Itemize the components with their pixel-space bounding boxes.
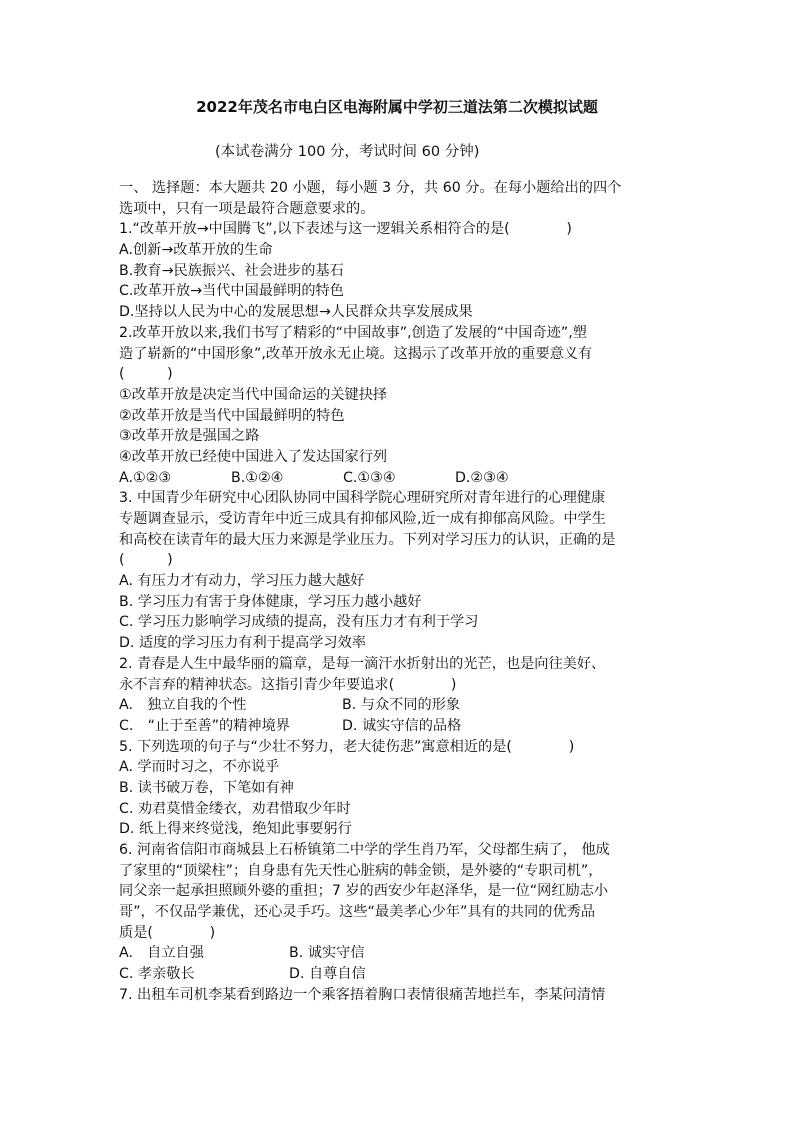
question-5-option-d: D. 纸上得来终觉浅，绝知此事要躬行 [119,821,352,838]
question-4-option-b: B. 与众不同的形象 [342,697,461,714]
question-5-option-c: C. 劝君莫惜金缕衣，劝君惜取少年时 [119,800,351,817]
question-3-stem-line: 专题调查显示，受访青年中近三成具有抑郁风险,近一成有抑郁高风险。中学生 [119,511,606,527]
exam-body [119,178,679,1006]
question-2-options-row [119,468,679,489]
question-2-option-b: B.①②④ [231,469,284,486]
question-2-option-d: D.②③④ [455,469,509,486]
question-2-item-1: ①改革开放是决定当代中国命运的关键抉择 [119,386,388,403]
question-1-option-c: C.改革开放→当代中国最鲜明的特色 [119,283,344,300]
section-instruction-line: 一、 选择题：本大题共 20 小题，每小题 3 分，共 60 分。在每小题给出的四个 [119,180,622,196]
question-3-option-b: B. 学习压力有害于身体健康，学习压力越小越好 [119,593,422,610]
question-6-option-c: C. 孝亲敬长 [119,966,195,983]
question-6-stem-line: 哥”，不仅品学兼优，还心灵手巧。这些“最美孝心少年”具有的共同的优秀品 [119,904,596,921]
question-2-stem-line: 造了崭新的“中国形象”,改革开放永无止境。这揭示了改革开放的重要意义有 [119,345,593,362]
question-4-option-d: D. 诚实守信的品格 [342,717,462,734]
question-4-options-row [119,695,679,716]
question-3-stem-line: ( ) [119,552,173,569]
question-4-stem-line: 2. 青春是人生中最华丽的篇章，是每一滴汗水折射出的光芒，也是向往美好、 [119,655,606,672]
question-4-stem-line: 永不言弃的精神状态。这指引青少年要追求( ) [119,676,457,693]
question-6-option-a: A. 自立自强 [119,945,204,962]
question-1-stem: 1.“改革开放→中国腾飞”,以下表述与这一逻辑关系相符合的是( ) [119,221,572,238]
question-6-stem-line: 6. 河南省信阳市商城县上石桥镇第二中学的学生肖乃军，父母都生病了， 他成 [119,842,610,858]
question-3-stem-line: 3. 中国青少年研究中心团队协同中国科学院心理研究所对青年进行的心理健康 [119,490,606,507]
question-6-option-d: D. 自尊自信 [289,966,366,983]
question-2-item-2: ②改革开放是当代中国最鲜明的特色 [119,407,345,424]
question-6-stem-line: 了家里的“顶梁柱”；自身患有先天性心脏病的韩金锁，是外婆的“专职司机”， [119,862,603,879]
question-2-option-a: A.①②③ [119,469,172,486]
question-6-options-row [119,964,679,985]
question-7-stem: 7. 出租车司机李某看到路边一个乘客捂着胸口表情很痛苦地拦车，李某问清情 [119,986,606,1003]
section-instruction-line: 选项中，只有一项是最符合题意要求的。 [119,200,375,217]
question-5-option-b: B. 读书破万卷，下笔如有神 [119,779,294,796]
question-1-option-d: D.坚持以人民为中心的发展思想→人民群众共享发展成果 [119,304,473,321]
question-5-stem: 5. 下列选项的句子与“少壮不努力，老大徒伤悲”寓意相近的是( ) [119,738,575,755]
question-4-options-row [119,716,679,737]
question-6-options-row [119,943,679,964]
question-4-option-c: C. “止于至善”的精神境界 [119,717,290,734]
question-3-option-a: A. 有压力才有动力，学习压力越大越好 [119,573,365,590]
question-2-item-4: ④改革开放已经使中国进入了发达国家行列 [119,448,388,465]
question-3-option-c: C. 学习压力影响学习成绩的提高，没有压力才有利于学习 [119,614,479,631]
question-2-stem-line: ( ) [119,366,173,383]
question-3-stem-line: 和高校在读青年的最大压力来源是学业压力。下列对学习压力的认识，正确的是 [119,531,616,548]
question-1-option-a: A.创新→改革开放的生命 [119,242,273,259]
question-2-stem-line: 2.改革开放以来,我们书写了精彩的“中国故事”,创造了发展的“中国奇迹”,塑 [119,324,587,341]
question-3-option-d: D. 适度的学习压力有利于提高学习效率 [119,635,366,652]
question-6-option-b: B. 诚实守信 [289,945,365,962]
question-5-option-a: A. 学而时习之，不亦说乎 [119,759,280,776]
question-1-option-b: B.教育→民族振兴、社会进步的基石 [119,262,344,279]
question-2-option-c: C.①③④ [343,469,396,486]
exam-title: 2022年茂名市电白区电海附属中学初三道法第二次模拟试题 [196,98,598,116]
question-2-item-3: ③改革开放是强国之路 [119,428,260,445]
exam-subtitle: (本试卷满分 100 分，考试时间 60 分钟) [215,144,480,160]
question-6-stem-line: 质是( ) [119,924,216,941]
question-4-option-a: A. 独立自我的个性 [119,697,247,714]
question-6-stem-line: 同父亲一起承担照顾外婆的重担；7 岁的西安少年赵泽华，是一位“网红励志小 [119,883,609,900]
